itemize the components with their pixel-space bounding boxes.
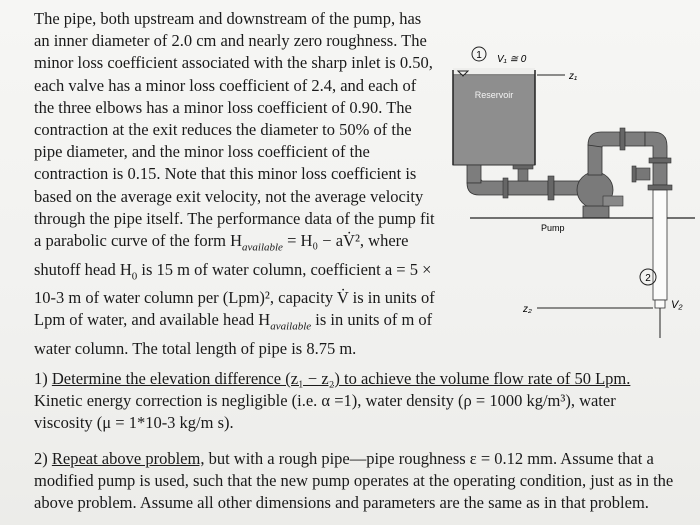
question-number: 1) [34, 369, 48, 388]
flange [649, 158, 671, 163]
text-line: Kinetic energy correction is negligible (i.e. α =1), water density (ρ = 1000 kg/m³), water [34, 391, 616, 410]
flange [648, 185, 672, 190]
pipe-segment [508, 181, 548, 195]
text-line: contraction is 0.15. Note that this minor loss coefficient is [34, 164, 417, 184]
pump-base [583, 206, 609, 218]
question-2 [34, 448, 684, 514]
text-line: pipe diameter, and the minor loss coefficient of the [34, 142, 370, 162]
elbow-3 [645, 132, 667, 158]
valve-1-handle [513, 165, 533, 169]
question-1-line-1 [34, 368, 684, 390]
exit-contraction [655, 300, 665, 308]
diagram-svg [445, 40, 695, 360]
text-line: modified pump is used, such that the new pump operates at the operating condition, just as in the [34, 471, 674, 490]
text-line: contraction at the exit reduces the diameter to 50% of the [34, 120, 412, 140]
subscript: 0 [131, 269, 138, 282]
z2-label: z₂ [523, 304, 532, 315]
question-2-line-1 [34, 448, 684, 470]
text-line: above problem. Assume all other dimensions and parameters are the same as in that problem. [34, 493, 649, 512]
text: but with a rough pipe—pipe roughness ε = 0.12 mm. Assume that a [204, 449, 654, 468]
text-line: the three elbows has a minor loss coefficient of 0.90. The [34, 97, 412, 117]
text-line: The pipe, both upstream and downstream of the pump, has [34, 9, 422, 28]
elbow-2 [588, 132, 620, 147]
valve-1-icon [518, 168, 528, 181]
point-1-label: 1 [476, 50, 482, 61]
text: is 15 m of water column, coefficient a = 5 × [137, 259, 432, 279]
text-line-pump-curve [34, 230, 454, 259]
z1-label: z₁ [569, 71, 578, 82]
flange [503, 178, 508, 198]
text-line: 10-3 m of water column per (Lpm)², capacity V̇ is in units of [34, 288, 435, 308]
question-2-task: Repeat above problem, [51, 449, 205, 468]
flange [548, 176, 554, 200]
v2-label: V₂ [671, 299, 683, 311]
subscript: available [270, 320, 312, 333]
point-2-label: 2 [645, 273, 651, 284]
reservoir-label: Reservoir [474, 90, 514, 100]
question-number: 2) [34, 449, 48, 468]
text-line: based on the average exit velocity, not the average velocity [34, 186, 424, 206]
text-line: minor loss coefficient associated with the sharp inlet is 0.50, [34, 53, 433, 73]
problem-statement [34, 8, 454, 360]
valve-2-icon [636, 168, 650, 180]
text-line: an inner diameter of 2.0 cm and nearly zero roughness. The [34, 31, 427, 51]
text-line: water column. The total length of pipe is 8.75 m. [34, 338, 357, 358]
text-line: each valve has a minor loss coefficient of 2.4, and each of [34, 75, 417, 95]
pipe-segment [653, 163, 667, 185]
reservoir-outlet-pipe [467, 165, 481, 183]
reservoir-tank [453, 75, 535, 165]
pipe-segment [625, 132, 645, 146]
question-1 [34, 368, 684, 434]
valve-2-handle [632, 166, 636, 182]
flange [620, 128, 625, 150]
text-line-shutoff [34, 259, 454, 288]
text: Lpm of water, and available head H [34, 310, 271, 330]
text-line: viscosity (μ = 1*10-3 kg/m s). [34, 413, 234, 432]
down-pipe [653, 190, 667, 300]
discharge-riser [588, 145, 602, 175]
text-line-available-head [34, 309, 454, 338]
text: = H₀ − aV̇², where [282, 231, 409, 251]
text: is in units of m of [311, 310, 433, 330]
pump-system-diagram [445, 40, 695, 360]
v1-label: V₁ ≅ 0 [497, 54, 527, 65]
pump-motor [603, 196, 623, 206]
pump-label: Pump [541, 223, 565, 233]
question-1-task: Determine the elevation difference (z₁ − z₂) to achieve the volume flow rate of 50 Lpm. [51, 369, 631, 388]
text-line: through the pipe itself. The performance data of the pump fit [34, 208, 435, 228]
text: shutoff head H [34, 259, 132, 279]
subscript: available [242, 241, 283, 254]
text: a parabolic curve of the form H [34, 231, 242, 251]
